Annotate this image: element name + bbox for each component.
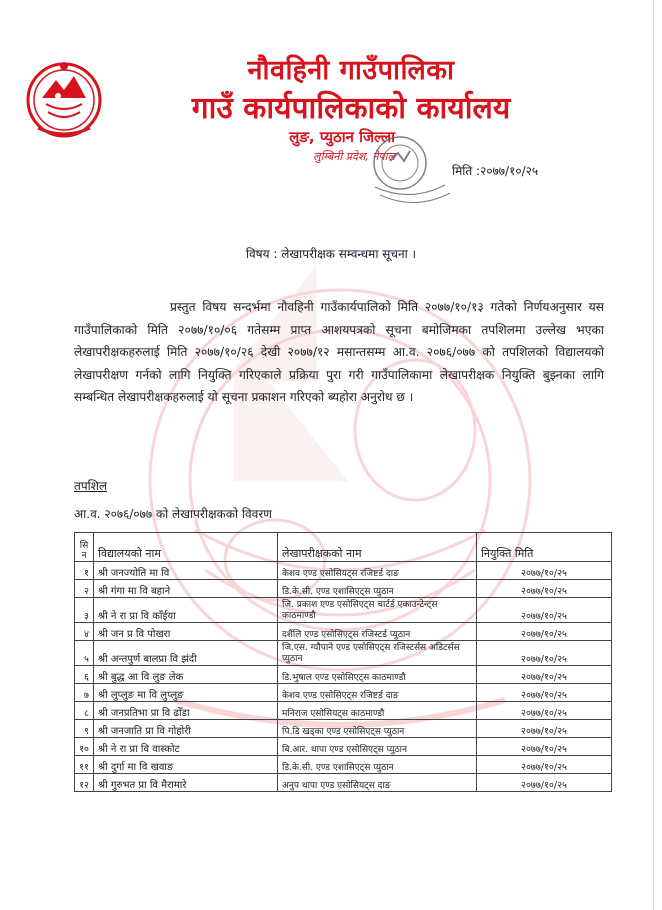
table-row bbox=[75, 623, 612, 641]
row-school: श्री गुरुभत प्रा वि मैरामारे bbox=[94, 774, 278, 792]
table-caption: आ.व. २०७६/०७७ को लेखापरीक्षकको विवरण bbox=[74, 507, 272, 521]
row-serial: १ bbox=[75, 562, 94, 580]
header-title-municipality: नौवहिनी गाउँपालिका bbox=[247, 55, 455, 86]
table-row bbox=[75, 702, 612, 720]
row-school: श्री जन प्र वि पोखरा bbox=[94, 623, 278, 641]
row-serial: ३ bbox=[75, 598, 94, 623]
row-auditor: पि.डि खड्का एण्ड एसोसिएट्स प्युठान bbox=[278, 720, 477, 738]
row-serial: ५ bbox=[75, 641, 94, 666]
row-auditor-cell bbox=[278, 641, 477, 666]
header-district: लुङ, प्युठान जिल्ला bbox=[289, 128, 395, 146]
table-row bbox=[75, 774, 612, 792]
row-date: २०७७/१०/२५ bbox=[477, 756, 612, 774]
row-school: श्री ने रा प्रा वि वास्कोट bbox=[94, 738, 278, 756]
row-school: श्री ने रा प्रा वि काँईया bbox=[94, 598, 278, 623]
row-serial: ८ bbox=[75, 702, 94, 720]
row-serial: ६ bbox=[75, 666, 94, 684]
row-serial: ११ bbox=[75, 756, 94, 774]
row-date: २०७७/१०/२५ bbox=[477, 666, 612, 684]
header-province: लुम्बिनी प्रदेश, नेपाल bbox=[313, 150, 395, 163]
row-school: श्री गंगा मा वि बहाने bbox=[94, 580, 278, 598]
table-row bbox=[75, 684, 612, 702]
row-school: श्री दुर्गा मा वि खवाङ bbox=[94, 756, 278, 774]
office-stamp bbox=[360, 125, 460, 215]
table-row bbox=[75, 720, 612, 738]
subject-line: विषय : लेखापरीक्षक सम्वन्धमा सूचना । bbox=[245, 247, 417, 261]
row-school: श्री लुप्लुङ मा वि लुप्लुङ bbox=[94, 684, 278, 702]
row-auditor: जि.एस. ग्यौपाने एण्ड एसोसिएट्स रजिस्टर्सस अडिटर्सस प्युठान bbox=[282, 643, 460, 664]
table-row bbox=[75, 580, 612, 598]
header-auditor-name: लेखापरीक्षकको नाम bbox=[278, 533, 477, 562]
row-school: श्री अन्तपुर्ण बालप्रा वि झंदी bbox=[94, 641, 278, 666]
row-serial: १० bbox=[75, 738, 94, 756]
notice-body-text: प्रस्तुत विषय सन्दर्भमा नौवहिनी गाउँकार्यपालिको मिति २०७७/१०/१३ गतेको निर्णयअनुसार यस गाउँपालिकाको मिति २०७७/१०/०६ गतेसम्म प्राप्त आशयपत्रको सूचना बमोजिमका तपशिलमा उल्लेख भएका लेखापरीक्षकहरुलाई मिति २०७७/१०/२६ देखी २०७७/१२ मसान्तसम्म आ.व. २०७६/०७७ को तपशिलको विद्यालयको लेखापरीक्षण गर्नको लागि नियुक्ति गरिएकाले प्रक्रिया पुरा गरी गाउँपालिकामा लेखापरीक्षक नियुक्ति बुझ्नका लागि सम्बन्धित लेखापरीक्षकहरुलाई यो सूचना प्रकाशन गरिएको ब्यहोरा अनुरोध छ । bbox=[74, 300, 604, 404]
row-school: श्री बुद्ध आ वि लुङ लेक bbox=[94, 666, 278, 684]
details-label: तपशिल bbox=[74, 479, 108, 493]
table-row bbox=[75, 598, 612, 623]
table-header-row bbox=[75, 533, 612, 562]
row-date: २०७७/१०/२५ bbox=[477, 623, 612, 641]
notice-body bbox=[74, 296, 604, 409]
header-appointment-date: नियुक्ति मिति bbox=[477, 533, 612, 562]
row-serial: २ bbox=[75, 580, 94, 598]
auditor-table bbox=[74, 532, 612, 792]
row-date: २०७७/१०/२५ bbox=[477, 580, 612, 598]
table-row bbox=[75, 641, 612, 666]
row-auditor: डि.भुषाल एण्ड एसोसिएट्स काठमाण्डौ bbox=[278, 666, 477, 684]
row-auditor: डि.के.सी. एण्ड एशासिएट्स प्युठान bbox=[278, 756, 477, 774]
table-row bbox=[75, 756, 612, 774]
row-school: श्री जनजाति प्रा वि गोहोरी bbox=[94, 720, 278, 738]
row-auditor: दशैंलि एण्ड एसोसिएट्स रजिस्टर्ड प्युठान bbox=[278, 623, 477, 641]
row-auditor: केशव एण्ड एसोसिएट्स रजिष्टर्ड दाङ bbox=[278, 684, 477, 702]
table-row bbox=[75, 738, 612, 756]
row-date: २०७७/१०/२५ bbox=[477, 684, 612, 702]
row-date: २०७७/१०/२५ bbox=[477, 562, 612, 580]
row-serial: ७ bbox=[75, 684, 94, 702]
row-date: २०७७/१०/२५ bbox=[477, 738, 612, 756]
header-title-office: गाउँ कार्यपालिकाको कार्यालय bbox=[191, 91, 511, 126]
row-serial: १२ bbox=[75, 774, 94, 792]
row-date: २०७७/१०/२५ bbox=[477, 774, 612, 792]
document-date: मिति :२०७७/१०/२५ bbox=[452, 164, 539, 178]
row-auditor: मनिराज एसोसियट्स काठमाण्डौ bbox=[278, 702, 477, 720]
page-edge-line bbox=[653, 0, 654, 910]
table-row bbox=[75, 562, 612, 580]
row-auditor-cell bbox=[278, 598, 477, 623]
row-date: २०७७/१०/२५ bbox=[477, 720, 612, 738]
row-auditor: अनुप थापा एण्ड एसोसियट्स दाङ bbox=[278, 774, 477, 792]
header-serial: सि न bbox=[75, 533, 94, 562]
row-auditor: बि.आर. थापा एण्ड एसोसिएट्स प्युठान bbox=[278, 738, 477, 756]
row-date: २०७७/१०/२५ bbox=[477, 702, 612, 720]
row-date: २०७७/१०/२५ bbox=[477, 641, 612, 666]
row-auditor: जि. प्रकाश एण्ड एसोसिएट्स चार्टर्ड एकाउन्टेन्ट्स काठमाण्डौ bbox=[282, 600, 438, 621]
row-auditor: डि.के.सी. एण्ड एशासिएट्स प्युठान bbox=[278, 580, 477, 598]
row-date: २०७७/१०/२५ bbox=[477, 598, 612, 623]
table-row bbox=[75, 666, 612, 684]
header-school-name: विद्यालयको नाम bbox=[94, 533, 278, 562]
row-school: श्री जनप्रतिभा प्रा वि ढोँडा bbox=[94, 702, 278, 720]
row-school: श्री जनज्योति मा वि bbox=[94, 562, 278, 580]
row-serial: ४ bbox=[75, 623, 94, 641]
row-serial: ९ bbox=[75, 720, 94, 738]
row-auditor: केशव एण्ड एसोसियट्स रजिष्टर्ड दाङ bbox=[278, 562, 477, 580]
